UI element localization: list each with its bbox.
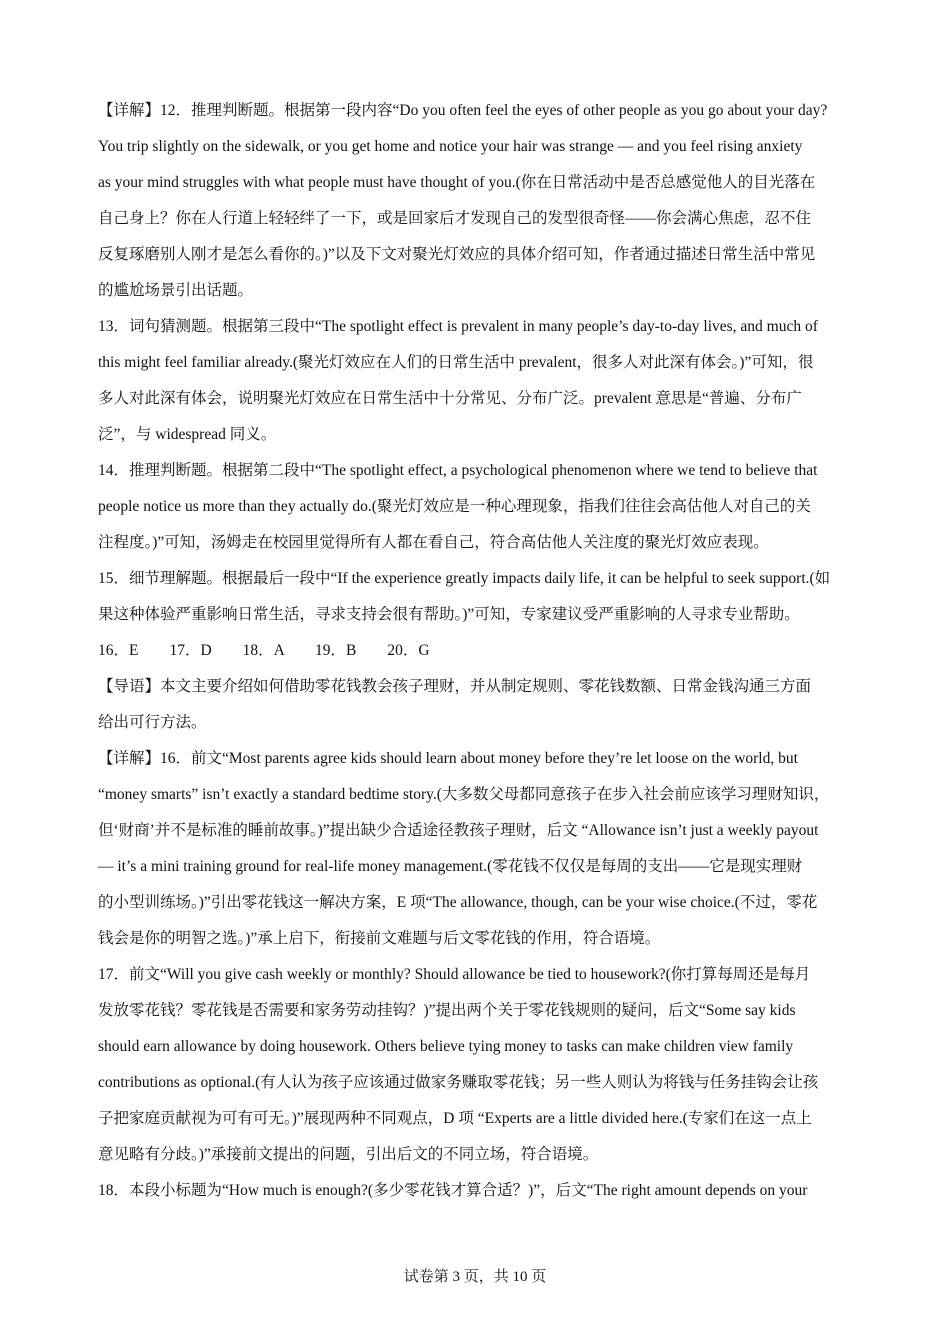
text-line: 的尴尬场景引出话题。: [98, 282, 254, 299]
text-line: 的小型训练场。)”引出零花钱这一解决方案，E 项“The allowance, though, can be your wise choice.(不过，零花: [98, 894, 818, 911]
text-line: 发放零花钱？零花钱是否需要和家务劳动挂钩？)”提出两个关于零花钱规则的疑问，后文“Some say kids: [98, 1002, 796, 1019]
text-line: this might feel familiar already.(聚光灯效应在人们的日常生活中 prevalent，很多人对此深有体会。)”可知，很: [98, 354, 814, 371]
text-line: “money smarts” isn’t exactly a standard bedtime story.(大多数父母都同意孩子在步入社会前应该学习理财知识，: [98, 786, 830, 803]
text-line: 【详解】12．推理判断题。根据第一段内容“Do you often feel the eyes of other people as you go about your day?: [98, 102, 828, 119]
text-line: as your mind struggles with what people must have thought of you.(你在日常活动中是否总感觉他人的目光落在: [98, 174, 816, 191]
text-line: — it’s a mini training ground for real-life money management.(零花钱不仅仅是每周的支出——它是现实理财: [98, 858, 803, 875]
text-line: 注程度。)”可知，汤姆走在校园里觉得所有人都在看自己，符合高估他人关注度的聚光灯效应表现。: [98, 534, 769, 551]
text-line: 17．前文“Will you give cash weekly or monthly? Should allowance be tied to housework?(你打算每周还是每月: [98, 966, 811, 983]
text-line: 13．词句猜测题。根据第三段中“The spotlight effect is prevalent in many people’s day-to-day lives, and much of: [98, 318, 818, 335]
text-line: 【详解】16．前文“Most parents agree kids should learn about money before they’re let loose on the world, but: [98, 750, 798, 767]
answer-key-line: 16．E 17．D 18．A 19．B 20．G: [98, 642, 430, 659]
text-line: 意见略有分歧。)”承接前文提出的问题，引出后文的不同立场，符合语境。: [98, 1146, 599, 1163]
text-line: 【导语】本文主要介绍如何借助零花钱教会孩子理财，并从制定规则、零花钱数额、日常金钱沟通三方面: [98, 678, 812, 695]
text-line: 钱会是你的明智之选。)”承上启下，衔接前文难题与后文零花钱的作用，符合语境。: [98, 930, 661, 947]
text-line: 多人对此深有体会，说明聚光灯效应在日常生活中十分常见、分布广泛。prevalent 意思是“普遍、分布广: [98, 390, 802, 407]
text-line: 子把家庭贡献视为可有可无。)”展现两种不同观点，D 项 “Experts are a little divided here.(专家们在这一点上: [98, 1110, 812, 1127]
text-line: You trip slightly on the sidewalk, or you get home and notice your hair was strange — and you feel rising anxiety: [98, 138, 803, 155]
text-line: 15．细节理解题。根据最后一段中“If the experience greatly impacts daily life, it can be helpful to seek support.(如: [98, 570, 831, 587]
text-line: should earn allowance by doing housework. Others believe tying money to tasks can make children view family: [98, 1038, 794, 1055]
text-line: people notice us more than they actually do.(聚光灯效应是一种心理现象，指我们往往会高估他人对自己的关: [98, 498, 811, 515]
text-line: 给出可行方法。: [98, 714, 207, 731]
text-line: 自己身上？你在人行道上轻轻绊了一下，或是回家后才发现自己的发型很奇怪——你会满心焦虑，忍不住: [98, 210, 812, 227]
text-line: 泛”，与 widespread 同义。: [98, 426, 277, 443]
text-line: 14．推理判断题。根据第二段中“The spotlight effect, a psychological phenomenon where we tend to believe that: [98, 462, 818, 479]
text-line: 但‘财商’并不是标准的睡前故事。)”提出缺少合适途径教孩子理财，后文 “Allowance isn’t just a weekly payout: [98, 822, 819, 839]
text-line: 果这种体验严重影响日常生活，寻求支持会很有帮助。)”可知，专家建议受严重影响的人寻求专业帮助。: [98, 606, 800, 623]
text-line: 18．本段小标题为“How much is enough?(多少零花钱才算合适？)”，后文“The right amount depends on your: [98, 1182, 808, 1199]
text-line: contributions as optional.(有人认为孩子应该通过做家务赚取零花钱；另一些人则认为将钱与任务挂钩会让孩: [98, 1074, 819, 1091]
page-footer: 试卷第 3 页，共 10 页: [403, 1269, 547, 1285]
text-line: 反复琢磨别人刚才是怎么看你的。)”以及下文对聚光灯效应的具体介绍可知，作者通过描述日常生活中常见: [98, 246, 816, 263]
